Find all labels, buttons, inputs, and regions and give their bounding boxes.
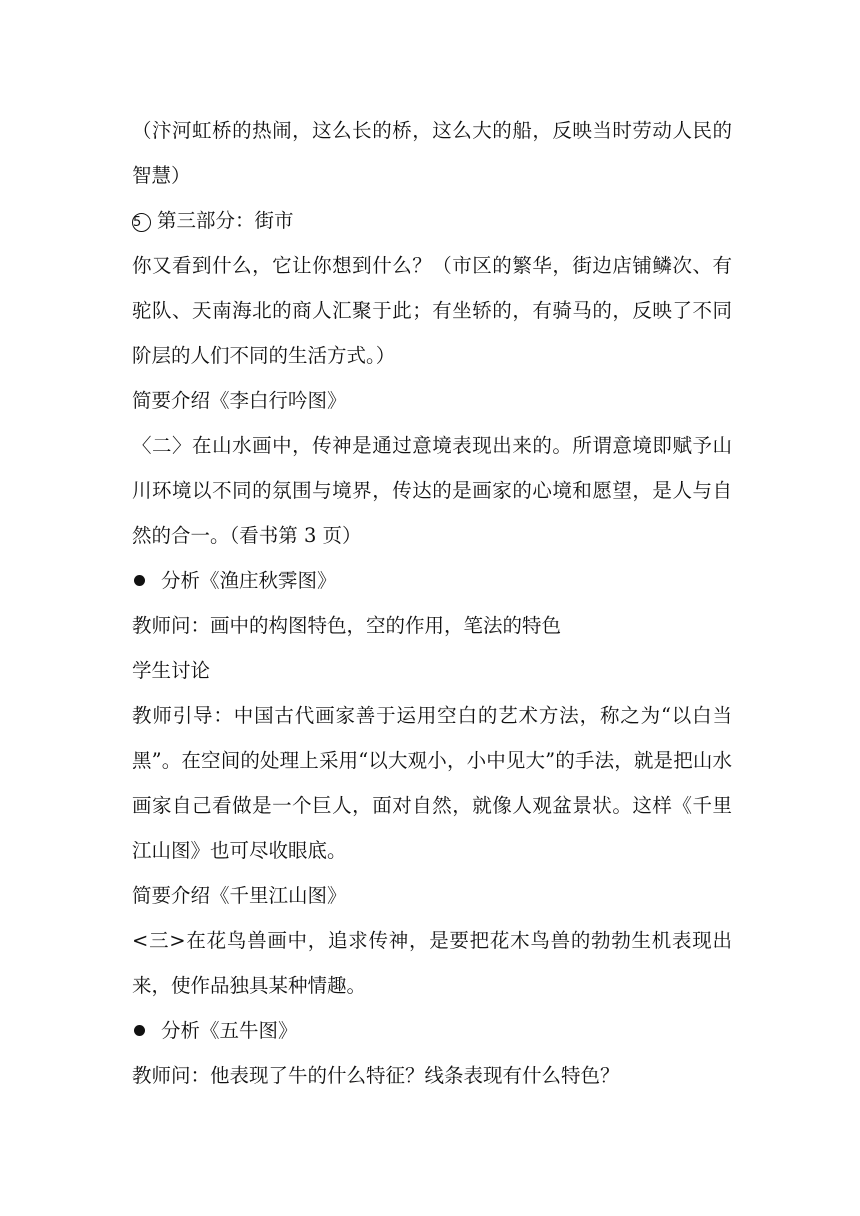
paragraph-qianli-intro: 简要介绍《千里江山图》 <box>132 884 347 907</box>
paragraph-student-discussion: 学生讨论 <box>132 659 211 682</box>
bullet-yuzhuang-text: 分析《渔庄秋霁图》 <box>161 569 337 592</box>
paragraph-landscape: 〈二〉在山水画中，传神是通过意境表现出来的。所谓意境即赋予山川环境以不同的氛围与境界，传达的是画家的心境和愿望，是人与自然的合一。（看书第 3 页） <box>132 434 732 547</box>
document-body <box>132 108 732 1098</box>
heading-part-three <box>132 198 732 243</box>
paragraph-flower-bird: <三>在花鸟兽画中，追求传神，是要把花木鸟兽的勃勃生机表现出来，使作品独具某种情趣。 <box>132 929 732 997</box>
bullet-five-oxen <box>132 1008 732 1053</box>
paragraph-street-market: 你又看到什么，它让你想到什么？（市区的繁华，街边店铺鳞次、有驼队、天南海北的商人汇聚于此；有坐轿的，有骑马的，反映了不同阶层的人们不同的生活方式。） <box>132 254 732 367</box>
circled-number: 5 <box>132 213 151 232</box>
paragraph-li-bai-intro: 简要介绍《李白行吟图》 <box>132 389 347 412</box>
bullet-dot-icon <box>134 575 145 586</box>
bullet-dot-icon <box>134 1025 145 1036</box>
paragraph-teacher-guidance: 教师引导：中国古代画家善于运用空白的艺术方法，称之为“以白当黑”。在空间的处理上采用“以大观小，小中见大”的手法，就是把山水画家自己看做是一个巨人，面对自然，就像人观盆景状。这样《千里江山图》也可尽收眼底。 <box>132 704 732 862</box>
bullet-yuzhuang <box>132 558 732 603</box>
paragraph-bianhe-bridge: （汴河虹桥的热闹，这么长的桥，这么大的船，反映当时劳动人民的智慧） <box>132 119 732 187</box>
heading-part-three-text: 第三部分：街市 <box>157 209 294 232</box>
paragraph-teacher-question-2: 教师问：他表现了牛的什么特征？线条表现有什么特色？ <box>132 1064 620 1087</box>
paragraph-teacher-question-1: 教师问：画中的构图特色，空的作用，笔法的特色 <box>132 614 562 637</box>
bullet-five-oxen-text: 分析《五牛图》 <box>161 1019 298 1042</box>
